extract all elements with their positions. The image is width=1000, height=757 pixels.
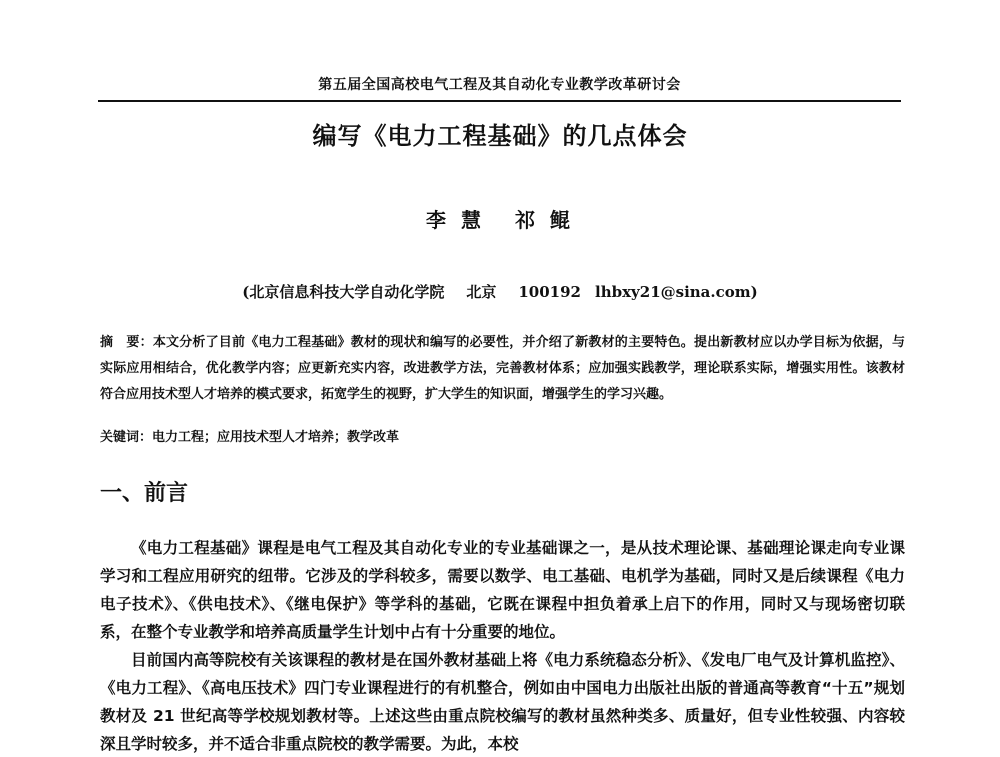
paragraph: 目前国内高等院校有关该课程的教材是在国外教材基础上将《电力系统稳态分析》、《发电厂电气及计算机监控》、《电力工程》、《高电压技术》四门专业课程进行的有机整合，例如由中国电力出版社出版的普通高等教育“十五”规划教材及 21 世纪高等学校规划教材等。上述这些由重点院校编写的教材虽然种类多、质量好，但专业性较强、内容较深且学时较多，并不适合非重点院校的教学需要。为此，本校 — [100, 651, 905, 753]
section-heading: 一、前言 — [100, 481, 189, 506]
header-rule — [98, 100, 901, 102]
authors — [0, 204, 1000, 233]
abstract-label: 摘 要： — [100, 335, 153, 350]
body-text — [100, 534, 905, 757]
affiliation-institution: (北京信息科技大学自动化学院 — [242, 283, 445, 301]
keywords-label: 关键词： — [100, 430, 153, 445]
keywords — [100, 428, 905, 448]
affiliation-postcode: 100192 — [518, 283, 581, 301]
affiliation-email: lhbxy21@sina.com) — [595, 283, 758, 301]
abstract — [100, 330, 905, 408]
author-2: 祁 鲲 — [515, 208, 574, 232]
paper-title: 编写《电力工程基础》的几点体会 — [312, 122, 688, 150]
keywords-text: 电力工程；应用技术型人才培养；教学改革 — [152, 430, 400, 445]
conference-header: 第五届全国高校电气工程及其自动化专业教学改革研讨会 — [318, 77, 681, 93]
abstract-text: 本文分析了目前《电力工程基础》教材的现状和编写的必要性，并介绍了新教材的主要特色。提出新教材应以办学目标为依据，与实际应用相结合，优化教学内容；应更新充实内容，改进教学方法，完善教材体系；应加强实践教学，理论联系实际，增强实用性。该教材符合应用技术型人才培养的模式要求，拓宽学生的视野，扩大学生的知识面，增强学生的学习兴趣。 — [100, 335, 905, 402]
author-1: 李 慧 — [426, 208, 485, 232]
affiliation-city: 北京 — [466, 283, 497, 301]
paragraph: 《电力工程基础》课程是电气工程及其自动化专业的专业基础课之一，是从技术理论课、基础理论课走向专业课学习和工程应用研究的纽带。它涉及的学科较多，需要以数学、电工基础、电机学为基础，同时又是后续课程《电力电子技术》、《供电技术》、《继电保护》等学科的基础，它既在课程中担负着承上启下的作用，同时又与现场密切联系，在整个专业教学和培养高质量学生计划中占有十分重要的地位。 — [100, 539, 905, 641]
affiliation — [0, 281, 1000, 302]
